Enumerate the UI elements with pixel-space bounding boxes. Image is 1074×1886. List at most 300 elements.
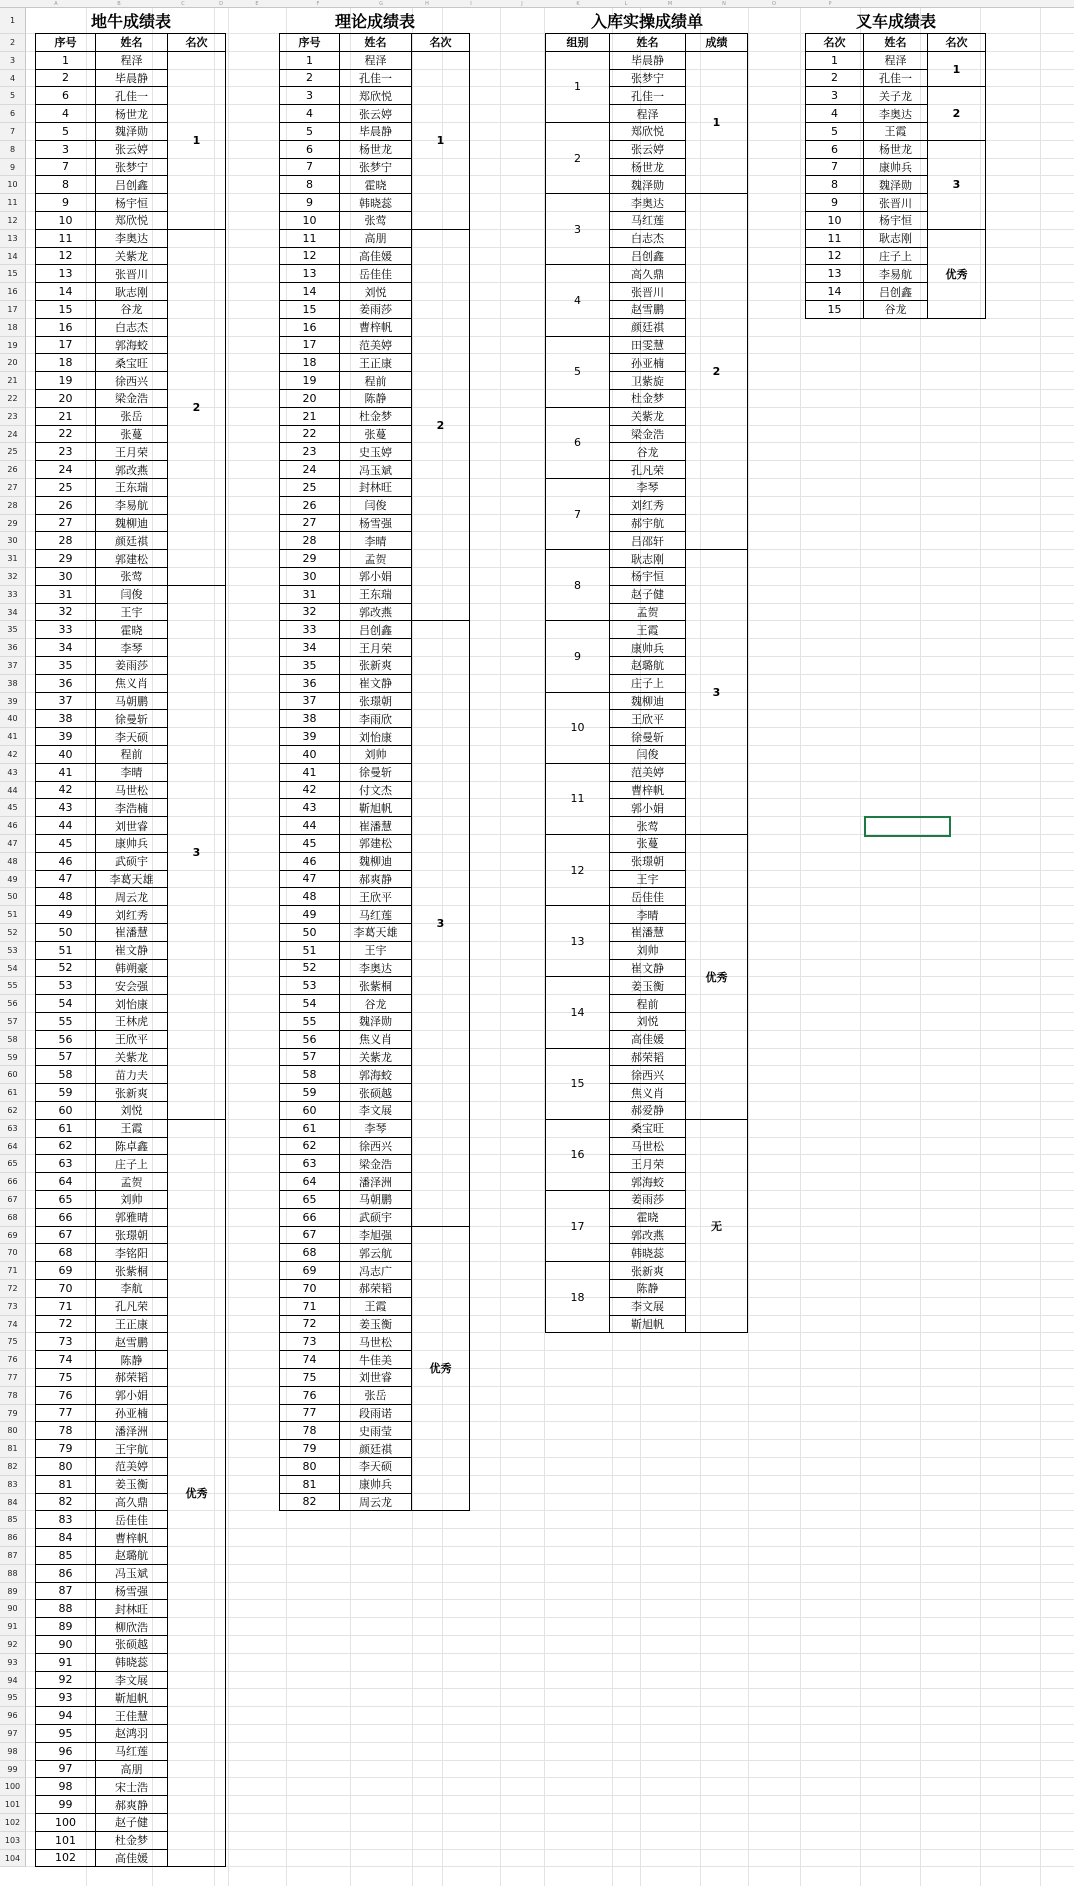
seq-cell[interactable]: 63 — [36, 1155, 96, 1173]
name-cell[interactable]: 张璟朝 — [340, 693, 412, 711]
seq-cell[interactable]: 7 — [280, 159, 340, 177]
name-cell[interactable]: 郭改燕 — [610, 1227, 686, 1245]
name-cell[interactable]: 关紫龙 — [610, 408, 686, 426]
row-header[interactable]: 86 — [0, 1529, 26, 1547]
column-header-name[interactable]: 姓名 — [340, 34, 412, 52]
name-cell[interactable]: 王霞 — [96, 1120, 168, 1138]
row-header[interactable]: 25 — [0, 443, 26, 461]
name-cell[interactable]: 程泽 — [340, 52, 412, 70]
name-cell[interactable]: 魏柳迪 — [96, 515, 168, 533]
row-header[interactable]: 35 — [0, 621, 26, 639]
seq-cell[interactable]: 52 — [280, 960, 340, 978]
name-cell[interactable]: 焦义肖 — [96, 675, 168, 693]
row-header[interactable]: 64 — [0, 1138, 26, 1156]
name-cell[interactable]: 韩朔豪 — [96, 960, 168, 978]
row-header[interactable]: 22 — [0, 390, 26, 408]
seq-cell[interactable]: 3 — [36, 141, 96, 159]
seq-cell[interactable]: 48 — [280, 888, 340, 906]
seq-cell[interactable]: 59 — [280, 1084, 340, 1102]
seq-cell[interactable]: 64 — [36, 1173, 96, 1191]
row-header[interactable]: 31 — [0, 550, 26, 568]
row-header[interactable]: 72 — [0, 1280, 26, 1298]
seq-cell[interactable]: 79 — [36, 1440, 96, 1458]
row-header[interactable]: 23 — [0, 408, 26, 426]
column-header[interactable]: O — [748, 0, 800, 8]
row-header[interactable]: 9 — [0, 159, 26, 177]
row-header[interactable]: 100 — [0, 1778, 26, 1796]
name-cell[interactable]: 闫俊 — [610, 746, 686, 764]
row-header[interactable]: 33 — [0, 586, 26, 604]
group-cell[interactable]: 5 — [546, 337, 610, 408]
seq-cell[interactable]: 69 — [36, 1262, 96, 1280]
seq-cell[interactable]: 5 — [806, 123, 864, 141]
seq-cell[interactable]: 68 — [280, 1244, 340, 1262]
row-header[interactable]: 66 — [0, 1173, 26, 1191]
seq-cell[interactable]: 89 — [36, 1618, 96, 1636]
row-header[interactable]: 85 — [0, 1511, 26, 1529]
name-cell[interactable]: 陈静 — [96, 1351, 168, 1369]
group-cell[interactable]: 17 — [546, 1191, 610, 1262]
seq-cell[interactable]: 41 — [36, 764, 96, 782]
seq-cell[interactable]: 81 — [280, 1476, 340, 1494]
seq-cell[interactable]: 4 — [36, 105, 96, 123]
row-header[interactable]: 36 — [0, 639, 26, 657]
name-cell[interactable]: 苗力夫 — [96, 1066, 168, 1084]
name-cell[interactable]: 姜玉衡 — [340, 1316, 412, 1334]
group-cell[interactable]: 16 — [546, 1120, 610, 1191]
seq-cell[interactable]: 35 — [36, 657, 96, 675]
name-cell[interactable]: 柳欣浩 — [96, 1618, 168, 1636]
rank-cell[interactable]: 3 — [928, 141, 986, 230]
seq-cell[interactable]: 22 — [280, 426, 340, 444]
seq-cell[interactable]: 68 — [36, 1244, 96, 1262]
name-cell[interactable]: 赵子健 — [610, 586, 686, 604]
seq-cell[interactable]: 1 — [280, 52, 340, 70]
name-cell[interactable]: 安会强 — [96, 977, 168, 995]
row-header[interactable]: 15 — [0, 265, 26, 283]
seq-cell[interactable]: 43 — [280, 799, 340, 817]
name-cell[interactable]: 马世松 — [610, 1138, 686, 1156]
seq-cell[interactable]: 79 — [280, 1440, 340, 1458]
name-cell[interactable]: 刘世睿 — [96, 817, 168, 835]
seq-cell[interactable]: 56 — [280, 1031, 340, 1049]
select-all-corner[interactable] — [0, 0, 26, 8]
name-cell[interactable]: 张硕越 — [96, 1636, 168, 1654]
name-cell[interactable]: 张蔓 — [340, 426, 412, 444]
row-header[interactable]: 68 — [0, 1209, 26, 1227]
seq-cell[interactable]: 30 — [36, 568, 96, 586]
seq-cell[interactable]: 101 — [36, 1832, 96, 1850]
name-cell[interactable]: 吕邵轩 — [610, 532, 686, 550]
name-cell[interactable]: 刘帅 — [340, 746, 412, 764]
name-cell[interactable]: 高朋 — [340, 230, 412, 248]
name-cell[interactable]: 魏泽勋 — [610, 176, 686, 194]
name-cell[interactable]: 闫俊 — [340, 497, 412, 515]
name-cell[interactable]: 张莺 — [340, 212, 412, 230]
name-cell[interactable]: 李晴 — [340, 532, 412, 550]
seq-cell[interactable]: 5 — [36, 123, 96, 141]
name-cell[interactable]: 史玉婷 — [340, 443, 412, 461]
name-cell[interactable]: 李航 — [96, 1280, 168, 1298]
seq-cell[interactable]: 47 — [280, 871, 340, 889]
column-header[interactable] — [860, 0, 920, 8]
name-cell[interactable]: 刘世睿 — [340, 1369, 412, 1387]
name-cell[interactable]: 刘怡康 — [340, 728, 412, 746]
name-cell[interactable]: 王欣平 — [340, 888, 412, 906]
name-cell[interactable]: 王东瑞 — [96, 479, 168, 497]
name-cell[interactable]: 毕晨静 — [340, 123, 412, 141]
seq-cell[interactable]: 72 — [36, 1316, 96, 1334]
seq-cell[interactable]: 22 — [36, 426, 96, 444]
row-header[interactable]: 71 — [0, 1262, 26, 1280]
score-cell[interactable]: 无 — [686, 1120, 748, 1334]
seq-cell[interactable]: 17 — [36, 337, 96, 355]
seq-cell[interactable]: 4 — [806, 105, 864, 123]
seq-cell[interactable]: 97 — [36, 1761, 96, 1779]
name-cell[interactable]: 李铭阳 — [96, 1244, 168, 1262]
row-header[interactable]: 61 — [0, 1084, 26, 1102]
name-cell[interactable]: 封林旺 — [96, 1600, 168, 1618]
seq-cell[interactable]: 33 — [36, 621, 96, 639]
name-cell[interactable]: 田雯慧 — [610, 337, 686, 355]
rank-cell[interactable]: 2 — [412, 230, 470, 622]
name-cell[interactable]: 魏泽勋 — [96, 123, 168, 141]
name-cell[interactable]: 徐曼斩 — [340, 764, 412, 782]
column-header-seq[interactable]: 序号 — [36, 34, 96, 52]
row-header[interactable]: 70 — [0, 1244, 26, 1262]
row-header[interactable]: 49 — [0, 871, 26, 889]
group-cell[interactable]: 12 — [546, 835, 610, 906]
seq-cell[interactable]: 93 — [36, 1689, 96, 1707]
seq-cell[interactable]: 102 — [36, 1850, 96, 1868]
name-cell[interactable]: 靳旭帆 — [96, 1689, 168, 1707]
name-cell[interactable]: 王东瑞 — [340, 586, 412, 604]
seq-cell[interactable]: 38 — [36, 710, 96, 728]
name-cell[interactable]: 关紫龙 — [96, 248, 168, 266]
seq-cell[interactable]: 12 — [36, 248, 96, 266]
name-cell[interactable]: 程泽 — [96, 52, 168, 70]
name-cell[interactable]: 冯玉斌 — [96, 1565, 168, 1583]
row-header[interactable]: 95 — [0, 1689, 26, 1707]
seq-cell[interactable]: 15 — [36, 301, 96, 319]
column-header-name[interactable]: 姓名 — [610, 34, 686, 52]
seq-cell[interactable]: 57 — [280, 1049, 340, 1067]
name-cell[interactable]: 毕晨静 — [96, 70, 168, 88]
name-cell[interactable]: 陈卓鑫 — [96, 1138, 168, 1156]
row-header[interactable]: 26 — [0, 461, 26, 479]
column-header[interactable] — [980, 0, 1040, 8]
name-cell[interactable]: 颜廷祺 — [96, 532, 168, 550]
name-cell[interactable]: 冯玉斌 — [340, 461, 412, 479]
seq-cell[interactable]: 76 — [36, 1387, 96, 1405]
seq-cell[interactable]: 50 — [36, 924, 96, 942]
name-cell[interactable]: 王欣平 — [610, 710, 686, 728]
rank-cell[interactable]: 1 — [928, 52, 986, 88]
group-cell[interactable]: 1 — [546, 52, 610, 123]
name-cell[interactable]: 范美婷 — [340, 337, 412, 355]
name-cell[interactable]: 梁金浩 — [610, 426, 686, 444]
name-cell[interactable]: 张新爽 — [340, 657, 412, 675]
name-cell[interactable]: 李葛天雄 — [96, 871, 168, 889]
seq-cell[interactable]: 34 — [36, 639, 96, 657]
seq-cell[interactable]: 60 — [280, 1102, 340, 1120]
name-cell[interactable]: 郭小娟 — [610, 799, 686, 817]
seq-cell[interactable]: 78 — [280, 1422, 340, 1440]
rank-cell[interactable]: 优秀 — [168, 1120, 226, 1868]
name-cell[interactable]: 付文杰 — [340, 782, 412, 800]
seq-cell[interactable]: 84 — [36, 1529, 96, 1547]
name-cell[interactable]: 程泽 — [610, 105, 686, 123]
name-cell[interactable]: 崔潘慧 — [340, 817, 412, 835]
row-header[interactable]: 42 — [0, 746, 26, 764]
row-header[interactable]: 37 — [0, 657, 26, 675]
row-header[interactable]: 3 — [0, 52, 26, 70]
name-cell[interactable]: 张新爽 — [96, 1084, 168, 1102]
row-header[interactable]: 79 — [0, 1405, 26, 1423]
row-header[interactable]: 7 — [0, 123, 26, 141]
name-cell[interactable]: 杜金梦 — [610, 390, 686, 408]
name-cell[interactable]: 郑欣悦 — [340, 87, 412, 105]
name-cell[interactable]: 梁金浩 — [340, 1155, 412, 1173]
seq-cell[interactable]: 70 — [36, 1280, 96, 1298]
name-cell[interactable]: 靳旭帆 — [610, 1316, 686, 1334]
seq-cell[interactable]: 8 — [806, 176, 864, 194]
name-cell[interactable]: 霍晓 — [340, 176, 412, 194]
seq-cell[interactable]: 17 — [280, 337, 340, 355]
seq-cell[interactable]: 1 — [806, 52, 864, 70]
seq-cell[interactable]: 26 — [280, 497, 340, 515]
row-header[interactable]: 24 — [0, 426, 26, 444]
name-cell[interactable]: 郝爽静 — [96, 1796, 168, 1814]
row-header[interactable]: 45 — [0, 799, 26, 817]
row-header[interactable]: 104 — [0, 1850, 26, 1868]
name-cell[interactable]: 史雨莹 — [340, 1422, 412, 1440]
name-cell[interactable]: 刘红秀 — [96, 906, 168, 924]
seq-cell[interactable]: 99 — [36, 1796, 96, 1814]
seq-cell[interactable]: 27 — [280, 515, 340, 533]
seq-cell[interactable]: 64 — [280, 1173, 340, 1191]
row-header[interactable]: 81 — [0, 1440, 26, 1458]
seq-cell[interactable]: 13 — [36, 265, 96, 283]
column-header[interactable]: B — [86, 0, 152, 8]
seq-cell[interactable]: 73 — [280, 1333, 340, 1351]
row-header[interactable]: 53 — [0, 942, 26, 960]
seq-cell[interactable]: 36 — [280, 675, 340, 693]
column-header-name[interactable]: 姓名 — [96, 34, 168, 52]
name-cell[interactable]: 张莺 — [96, 568, 168, 586]
seq-cell[interactable]: 18 — [36, 354, 96, 372]
row-header[interactable]: 50 — [0, 888, 26, 906]
group-cell[interactable]: 13 — [546, 906, 610, 977]
name-cell[interactable]: 李晴 — [96, 764, 168, 782]
name-cell[interactable]: 段雨诺 — [340, 1405, 412, 1423]
name-cell[interactable]: 杨雪强 — [96, 1583, 168, 1601]
name-cell[interactable]: 杨宇恒 — [864, 212, 928, 230]
name-cell[interactable]: 郝宇航 — [610, 515, 686, 533]
row-header[interactable]: 13 — [0, 230, 26, 248]
column-header-name[interactable]: 姓名 — [864, 34, 928, 52]
name-cell[interactable]: 王宇 — [96, 604, 168, 622]
row-header[interactable]: 11 — [0, 194, 26, 212]
name-cell[interactable]: 牛佳美 — [340, 1351, 412, 1369]
row-header[interactable]: 55 — [0, 977, 26, 995]
column-header-rank[interactable]: 名次 — [412, 34, 470, 52]
row-header[interactable]: 16 — [0, 283, 26, 301]
group-cell[interactable]: 3 — [546, 194, 610, 265]
name-cell[interactable]: 范美婷 — [96, 1458, 168, 1476]
name-cell[interactable]: 马红莲 — [96, 1743, 168, 1761]
rank-cell[interactable]: 2 — [168, 230, 226, 586]
row-header[interactable]: 58 — [0, 1031, 26, 1049]
name-cell[interactable]: 曹梓帆 — [610, 782, 686, 800]
seq-cell[interactable]: 24 — [36, 461, 96, 479]
name-cell[interactable]: 康帅兵 — [96, 835, 168, 853]
name-cell[interactable]: 刘帅 — [610, 942, 686, 960]
name-cell[interactable]: 李易航 — [864, 265, 928, 283]
column-header[interactable]: L — [612, 0, 640, 8]
row-header[interactable]: 87 — [0, 1547, 26, 1565]
row-header[interactable]: 48 — [0, 853, 26, 871]
name-cell[interactable]: 封林旺 — [340, 479, 412, 497]
seq-cell[interactable]: 14 — [806, 283, 864, 301]
name-cell[interactable]: 郭改燕 — [96, 461, 168, 479]
name-cell[interactable]: 张新爽 — [610, 1262, 686, 1280]
row-header[interactable]: 76 — [0, 1351, 26, 1369]
name-cell[interactable]: 程前 — [610, 995, 686, 1013]
row-header[interactable]: 97 — [0, 1725, 26, 1743]
name-cell[interactable]: 程前 — [340, 372, 412, 390]
seq-cell[interactable]: 61 — [280, 1120, 340, 1138]
name-cell[interactable]: 李雨欣 — [340, 710, 412, 728]
name-cell[interactable]: 郭海蛟 — [340, 1066, 412, 1084]
seq-cell[interactable]: 40 — [36, 746, 96, 764]
seq-cell[interactable]: 38 — [280, 710, 340, 728]
name-cell[interactable]: 孔佳一 — [340, 70, 412, 88]
seq-cell[interactable]: 53 — [280, 977, 340, 995]
seq-cell[interactable]: 6 — [806, 141, 864, 159]
seq-cell[interactable]: 65 — [280, 1191, 340, 1209]
seq-cell[interactable]: 95 — [36, 1725, 96, 1743]
name-cell[interactable]: 耿志刚 — [610, 550, 686, 568]
name-cell[interactable]: 杨世龙 — [96, 105, 168, 123]
name-cell[interactable]: 谷龙 — [864, 301, 928, 319]
name-cell[interactable]: 马世松 — [340, 1333, 412, 1351]
name-cell[interactable]: 高佳媛 — [340, 248, 412, 266]
name-cell[interactable]: 崔文静 — [96, 942, 168, 960]
column-header-seq[interactable]: 序号 — [280, 34, 340, 52]
name-cell[interactable]: 谷龙 — [96, 301, 168, 319]
name-cell[interactable]: 高久鼎 — [610, 265, 686, 283]
name-cell[interactable]: 白志杰 — [96, 319, 168, 337]
name-cell[interactable]: 武硕宇 — [340, 1209, 412, 1227]
seq-cell[interactable]: 20 — [280, 390, 340, 408]
seq-cell[interactable]: 23 — [36, 443, 96, 461]
name-cell[interactable]: 陈静 — [610, 1280, 686, 1298]
name-cell[interactable]: 李琴 — [340, 1120, 412, 1138]
seq-cell[interactable]: 49 — [280, 906, 340, 924]
seq-cell[interactable]: 26 — [36, 497, 96, 515]
column-header-group[interactable]: 组别 — [546, 34, 610, 52]
seq-cell[interactable]: 78 — [36, 1422, 96, 1440]
seq-cell[interactable]: 54 — [36, 995, 96, 1013]
name-cell[interactable]: 潘泽洲 — [96, 1422, 168, 1440]
name-cell[interactable]: 关紫龙 — [340, 1049, 412, 1067]
seq-cell[interactable]: 11 — [280, 230, 340, 248]
name-cell[interactable]: 魏柳迪 — [340, 853, 412, 871]
name-cell[interactable]: 李葛天雄 — [340, 924, 412, 942]
seq-cell[interactable]: 98 — [36, 1778, 96, 1796]
group-cell[interactable]: 14 — [546, 977, 610, 1048]
seq-cell[interactable]: 87 — [36, 1583, 96, 1601]
name-cell[interactable]: 张璟朝 — [610, 853, 686, 871]
name-cell[interactable]: 孙亚楠 — [96, 1405, 168, 1423]
seq-cell[interactable]: 18 — [280, 354, 340, 372]
seq-cell[interactable]: 55 — [280, 1013, 340, 1031]
seq-cell[interactable]: 80 — [280, 1458, 340, 1476]
name-cell[interactable]: 姜玉衡 — [96, 1476, 168, 1494]
row-header[interactable]: 52 — [0, 924, 26, 942]
row-header[interactable]: 101 — [0, 1796, 26, 1814]
name-cell[interactable]: 徐曼斩 — [96, 710, 168, 728]
seq-cell[interactable]: 11 — [36, 230, 96, 248]
name-cell[interactable]: 庄子上 — [96, 1155, 168, 1173]
name-cell[interactable]: 李文展 — [610, 1298, 686, 1316]
seq-cell[interactable]: 3 — [806, 87, 864, 105]
seq-cell[interactable]: 51 — [36, 942, 96, 960]
seq-cell[interactable]: 39 — [36, 728, 96, 746]
name-cell[interactable]: 张蔓 — [610, 835, 686, 853]
seq-cell[interactable]: 74 — [280, 1351, 340, 1369]
name-cell[interactable]: 张晋川 — [96, 265, 168, 283]
seq-cell[interactable]: 67 — [36, 1227, 96, 1245]
seq-cell[interactable]: 83 — [36, 1511, 96, 1529]
column-header[interactable] — [920, 0, 980, 8]
seq-cell[interactable]: 16 — [280, 319, 340, 337]
row-header[interactable]: 56 — [0, 995, 26, 1013]
name-cell[interactable]: 孔佳一 — [864, 70, 928, 88]
name-cell[interactable]: 李文展 — [340, 1102, 412, 1120]
name-cell[interactable]: 庄子上 — [610, 675, 686, 693]
seq-cell[interactable]: 20 — [36, 390, 96, 408]
row-header[interactable]: 103 — [0, 1832, 26, 1850]
seq-cell[interactable]: 12 — [280, 248, 340, 266]
name-cell[interactable]: 韩晓蕊 — [96, 1654, 168, 1672]
name-cell[interactable]: 刘悦 — [340, 283, 412, 301]
row-header[interactable]: 93 — [0, 1654, 26, 1672]
seq-cell[interactable]: 77 — [280, 1405, 340, 1423]
name-cell[interactable]: 高佳媛 — [96, 1850, 168, 1868]
name-cell[interactable]: 郭雅晴 — [96, 1209, 168, 1227]
column-header[interactable]: C — [152, 0, 214, 8]
row-header[interactable]: 51 — [0, 906, 26, 924]
seq-cell[interactable]: 46 — [36, 853, 96, 871]
row-header[interactable]: 34 — [0, 604, 26, 622]
seq-cell[interactable]: 67 — [280, 1227, 340, 1245]
row-header[interactable]: 12 — [0, 212, 26, 230]
seq-cell[interactable]: 44 — [36, 817, 96, 835]
seq-cell[interactable]: 2 — [280, 70, 340, 88]
name-cell[interactable]: 郝爱静 — [610, 1102, 686, 1120]
row-header[interactable]: 82 — [0, 1458, 26, 1476]
name-cell[interactable]: 冯志广 — [340, 1262, 412, 1280]
row-header[interactable]: 63 — [0, 1120, 26, 1138]
seq-cell[interactable]: 10 — [36, 212, 96, 230]
column-header[interactable]: F — [286, 0, 350, 8]
name-cell[interactable]: 焦义肖 — [340, 1031, 412, 1049]
seq-cell[interactable]: 73 — [36, 1333, 96, 1351]
name-cell[interactable]: 郭小娟 — [340, 568, 412, 586]
seq-cell[interactable]: 10 — [280, 212, 340, 230]
